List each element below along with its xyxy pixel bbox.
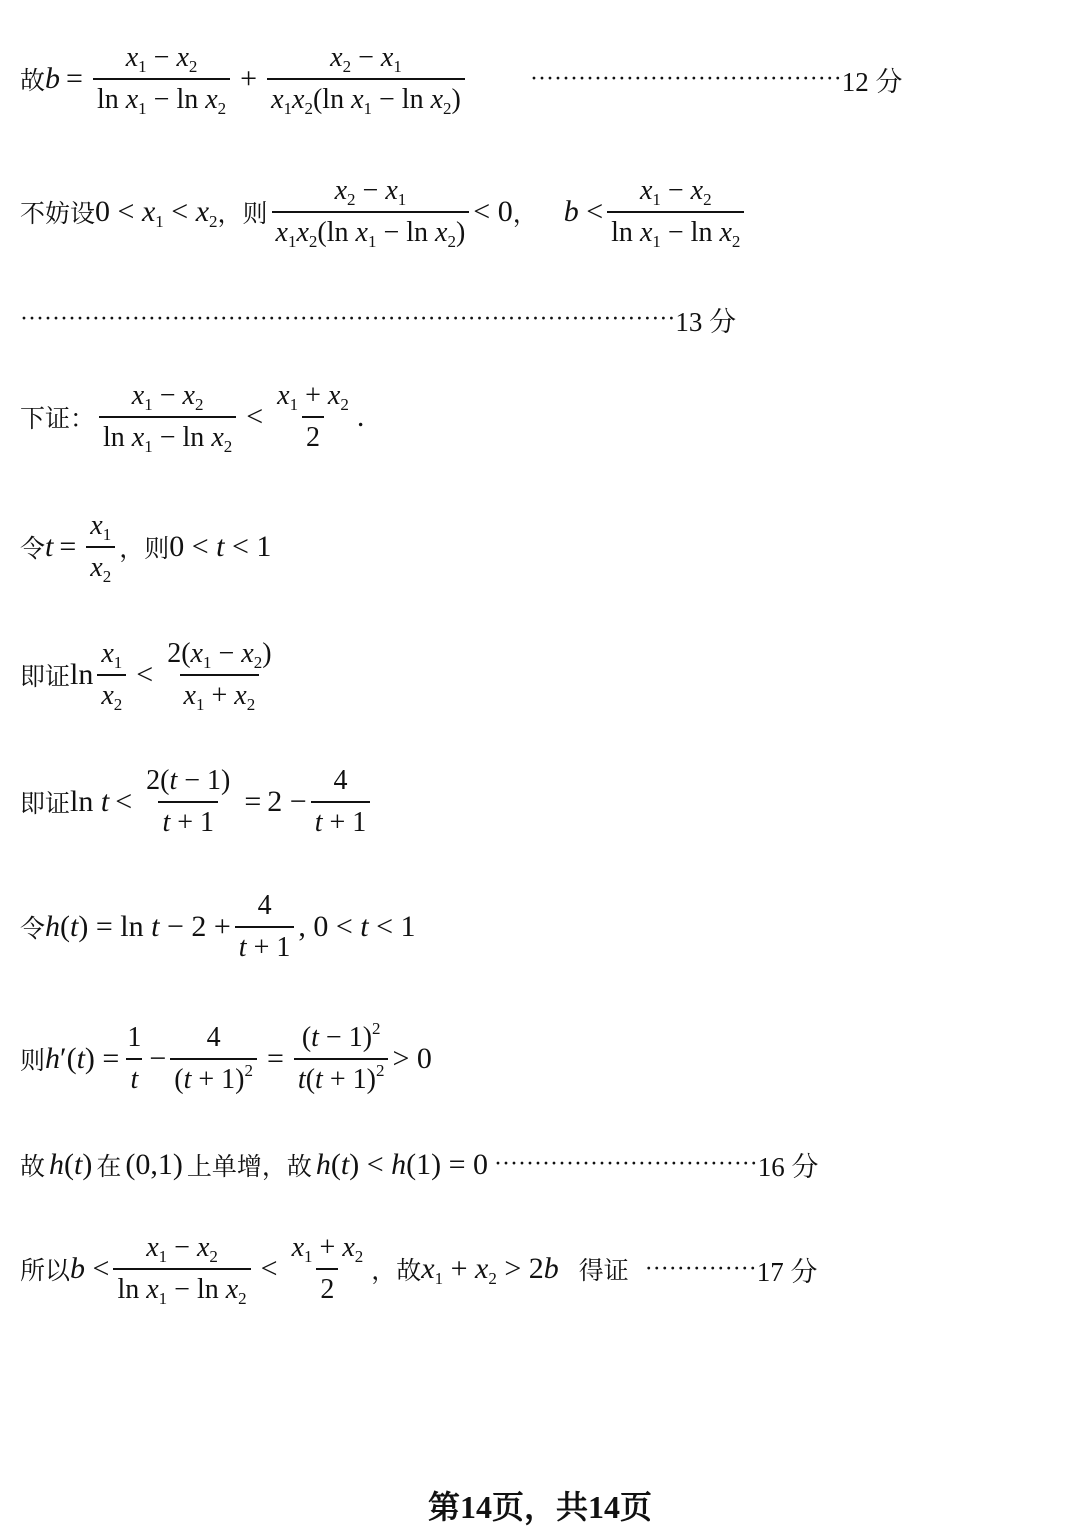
score-label: 17 分	[756, 1256, 818, 1287]
line-5-then: ，则	[119, 534, 170, 563]
line-5-prefix: 令	[20, 534, 46, 563]
line-2: 不妨设 $0 < x_1 < x_2$ ，则 $\frac{x_2 - x_1}{x_1x_2(\ln x_1 - \ln x_2)}$ < 0 ， b < $\frac{x_1 - x_2}{\ln x_1 - \ln x_2}$	[20, 175, 748, 249]
line-4-prefix: 下证：	[20, 404, 96, 433]
line-11: 所以 b < $\frac{x_1 - x_2}{\ln x_1 - \ln x_2}$ < $\frac{x_1 + x_2}{2}$ ，故 $x_1 + x_2 > 2b$ 得证 ·············· 17 分	[20, 1232, 818, 1308]
fraction: $\frac{x_1 - x_2}{\ln x_1 - \ln x_2}$	[99, 380, 236, 454]
fraction: $\frac{2(t - 1)}{t + 1}$	[146, 765, 231, 838]
line-1: 故 b = $\frac{x_1 - x_2}{\ln x_1 - \ln x_2}$ + $\frac{x_2 - x_1}{x_1x_2(\ln x_1 - \ln x_2)}$	[20, 42, 469, 116]
fraction: $\frac{x_2 - x_1}{x_1x_2(\ln x_1 - \ln x_2)}$	[272, 175, 470, 249]
line-4: 下证： $\frac{x_1 - x_2}{\ln x_1 - \ln x_2}$ < $\frac{x_1 + x_2}{2}$ .	[20, 380, 365, 456]
score-line-3: ·················································································· 13 分	[20, 300, 736, 339]
fraction: $\frac{x_1 + x_2}{2}$	[291, 1232, 364, 1305]
fraction: $\frac{(t - 1)^2}{t(t + 1)^2}$	[294, 1022, 389, 1096]
fraction: $\frac{x_1}{x_2}$	[86, 510, 115, 584]
line-9: 则 h′(t) = $\frac{1}{t}$ − $\frac{4}{(t + 1)^2}$ = $\frac{(t - 1)^2}{t(t + 1)^2}$ > 0	[20, 1019, 432, 1095]
page-footer: 第14页，共14页	[427, 1489, 652, 1525]
fraction: $\frac{1}{t}$	[127, 1022, 142, 1095]
fraction: $\frac{4}{t + 1}$	[311, 765, 371, 839]
line-10: 故 h(t) 在 (0,1) 上单增，故 h(t) < h(1) = 0 ································· 16 分	[20, 1145, 819, 1184]
fraction: $\frac{4}{(t + 1)^2}$	[170, 1022, 257, 1096]
line-5: 令 t = $\frac{x_1}{x_2}$ ，则 0 < t < 1	[20, 510, 272, 586]
fraction: $\frac{x_2 - x_1}{x_1x_2(\ln x_1 - \ln x_2)}$	[267, 42, 465, 116]
line-7-prefix: 即证	[20, 789, 71, 818]
fraction: $\frac{x_1 - x_2}{\ln x_1 - \ln x_2}$	[607, 175, 744, 249]
score-label: 12 分	[841, 67, 903, 97]
score-label: 13 分	[675, 307, 737, 337]
line-11-suffix: 得证	[578, 1256, 629, 1285]
fraction: $\frac{4}{t + 1}$	[235, 890, 295, 964]
line-11-prefix: 所以	[20, 1256, 71, 1285]
line-10-in: 在	[96, 1151, 122, 1181]
line-6-prefix: 即证	[20, 662, 71, 691]
line-11-so: ，故	[371, 1256, 422, 1285]
line-2-then: ，则	[217, 199, 268, 228]
line-9-prefix: 则	[20, 1046, 46, 1075]
score-label: 16 分	[757, 1152, 819, 1182]
line-10-prefix: 故	[20, 1151, 46, 1181]
line-7: 即证 ln t < $\frac{2(t - 1)}{t + 1}$ = 2 − $\frac{4}{t + 1}$	[20, 765, 374, 839]
fraction: $\frac{x_1 - x_2}{\ln x_1 - \ln x_2}$	[93, 42, 230, 116]
line-2-comma: ，	[512, 199, 538, 228]
fraction: $\frac{x_1}{x_2}$	[97, 638, 126, 712]
line-1-prefix: 故	[20, 66, 46, 95]
line-6: 即证 ln $\frac{x_1}{x_2}$ < $\frac{2(x_1 - x_2)}{x_1 + x_2}$	[20, 638, 280, 712]
score-line-1: ······································· 12 分	[530, 60, 902, 99]
line-10-monotone: 上单增，故	[186, 1151, 312, 1181]
line-8: 令 h(t) = ln t − 2 + $\frac{4}{t + 1}$ , 0 < t < 1	[20, 890, 416, 963]
line-8-prefix: 令	[20, 914, 46, 943]
fraction: $\frac{x_1 + x_2}{2}$	[277, 380, 349, 453]
fraction: $\frac{2(x_1 - x_2)}{x_1 + x_2}$	[167, 638, 272, 714]
fraction: $\frac{x_1 - x_2}{\ln x_1 - \ln x_2}$	[113, 1232, 250, 1306]
line-2-prefix: 不妨设	[20, 199, 96, 228]
